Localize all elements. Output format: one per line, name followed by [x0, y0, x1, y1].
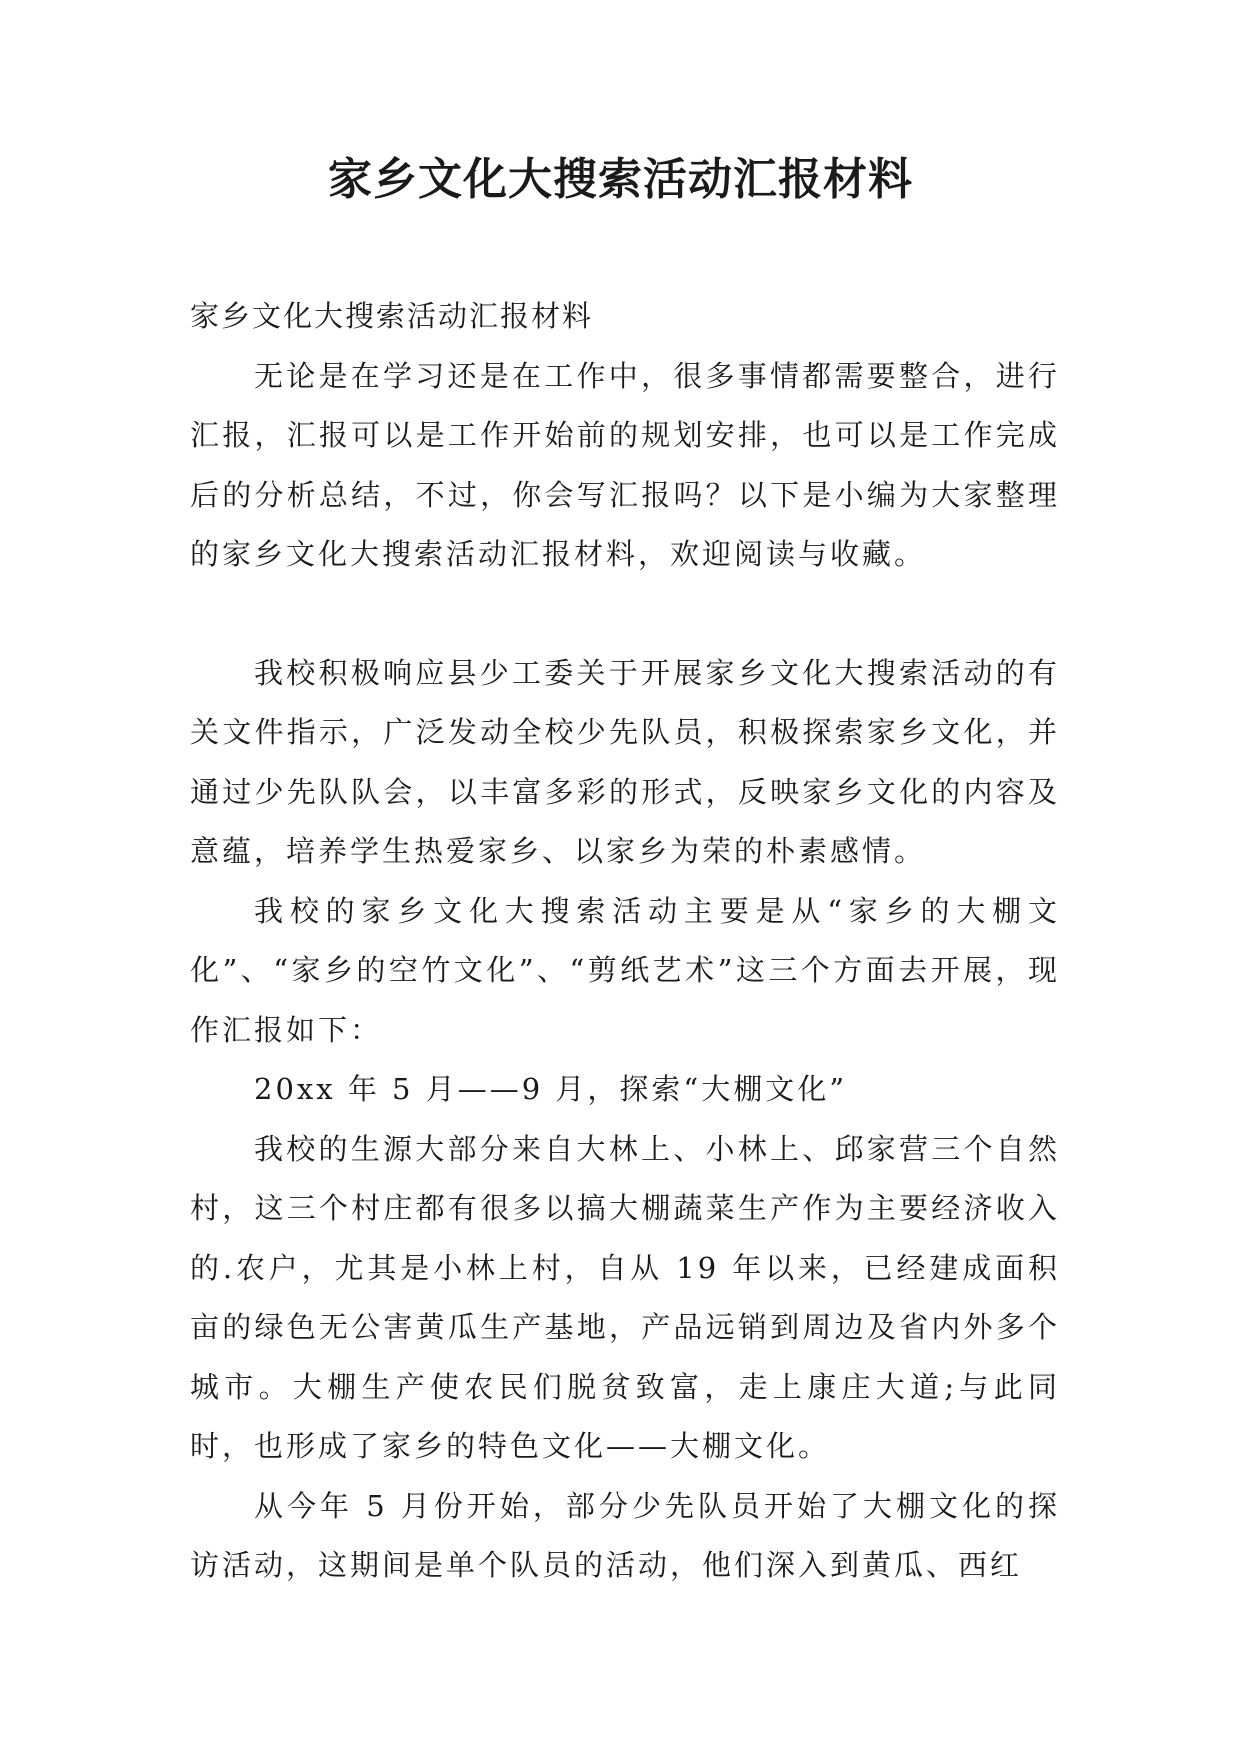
- paragraph-scope: 我校的家乡文化大搜索活动主要是从“家乡的大棚文化”、“家乡的空竹文化”、“剪纸艺术”这三个方面去开展，现作汇报如下：: [190, 893, 1060, 1047]
- paragraph-activity: 从今年 5 月份开始，部分少先队员开始了大棚文化的探访活动，这期间是单个队员的活动，他们深入到黄瓜、西红: [190, 1488, 1060, 1582]
- document-body: [190, 287, 1060, 1596]
- document-subtitle: 家乡文化大搜索活动汇报材料: [190, 299, 594, 333]
- document-title: 家乡文化大搜索活动汇报材料: [328, 154, 913, 205]
- paragraph-intro: 无论是在学习还是在工作中，很多事情都需要整合，进行汇报，汇报可以是工作开始前的规划安排，也可以是工作完成后的分析总结，不过，你会写汇报吗？以下是小编为大家整理的家乡文化大搜索活动汇报材料，欢迎阅读与收藏。: [190, 358, 1060, 571]
- paragraph-greenhouse: 我校的生源大部分来自大林上、小林上、邱家营三个自然村，这三个村庄都有很多以搞大棚蔬菜生产作为主要经济收入的.农户，尤其是小林上村，自从 19 年以来，已经建成面积 亩的绿色无公害黄瓜生产基地，产品远销到周边及省内外多个城市。大棚生产使农民们脱贫致富，走上康庄大道;与此同时，也形成了家乡的特色文化——大棚文化。: [190, 1131, 1060, 1463]
- paragraph-section-heading: 20xx 年 5 月——9 月，探索“大棚文化”: [254, 1072, 848, 1106]
- paragraph-response: 我校积极响应县少工委关于开展家乡文化大搜索活动的有关文件指示，广泛发动全校少先队员，积极探索家乡文化，并通过少先队队会，以丰富多彩的形式，反映家乡文化的内容及意蕴，培养学生热爱家乡、以家乡为荣的朴素感情。: [190, 655, 1060, 868]
